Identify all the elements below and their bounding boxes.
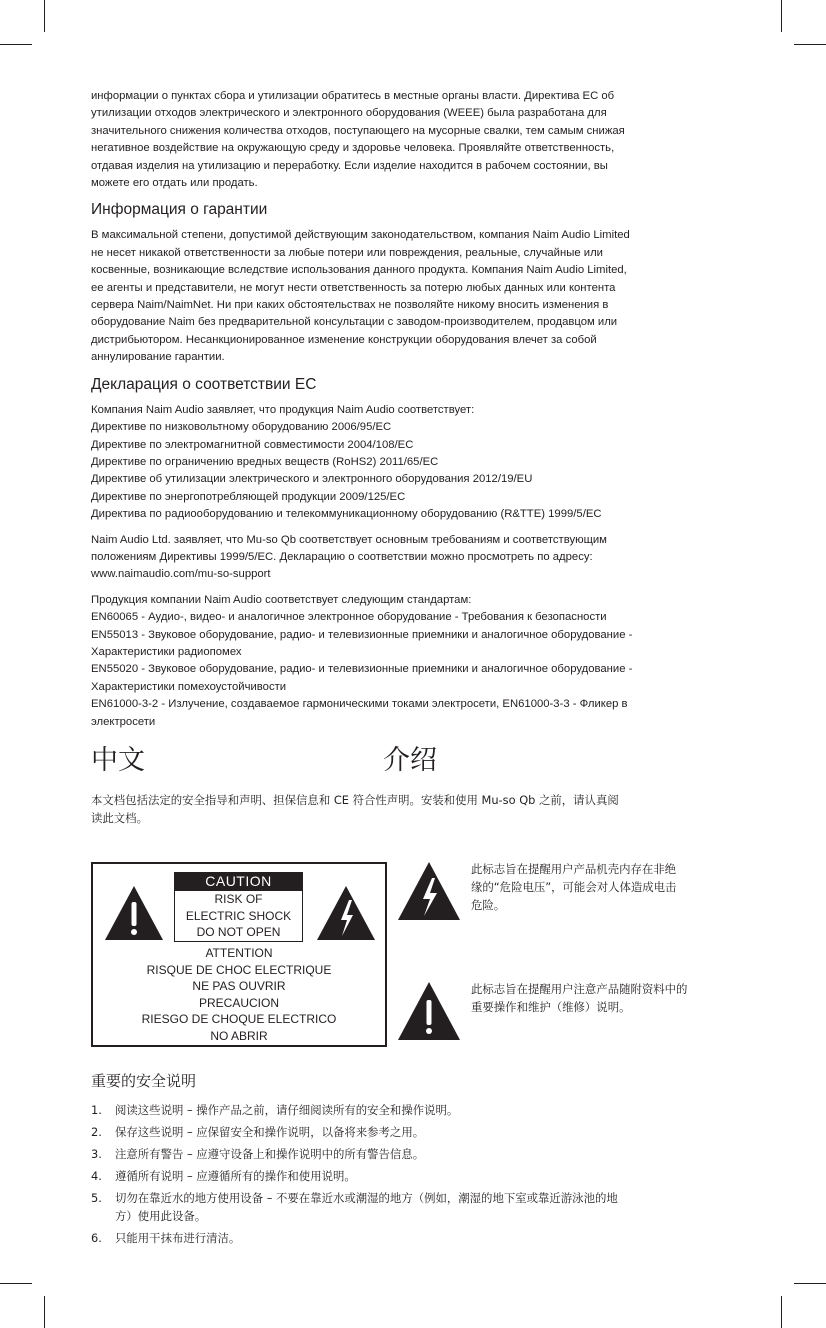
chinese-title-right: 介绍	[383, 745, 437, 776]
text-line: EN61000-3-2 - Излучение, создаваемое гармоническими токами электросети, EN61000-3-3 - Фликер в	[91, 698, 628, 711]
text-line: Директиве по энергопотребляющей продукции 2009/125/EC	[91, 490, 406, 503]
text-line: ATTENTION	[205, 946, 273, 960]
voltage-explanation	[471, 860, 676, 914]
text-line: 危险。	[471, 898, 506, 912]
text-line: негативное воздействие на окружающую среду и здоровье человека. Проявляйте ответственность,	[91, 142, 615, 155]
text-line: 注意所有警告 – 应遵守设备上和操作说明中的所有警告信息。	[115, 1147, 425, 1161]
crop-mark	[0, 44, 32, 45]
safety-instructions	[91, 1070, 741, 1251]
text-line: Характеристики помехоустойчивости	[91, 680, 287, 693]
crop-mark	[44, 0, 45, 32]
lightning-triangle-icon	[315, 884, 377, 942]
attention-explanation	[471, 980, 687, 1016]
crop-mark	[781, 1296, 782, 1328]
text-line: оборудование Naim без предварительной консультации с заводом-производителем, продавцом или	[91, 316, 618, 329]
text-line: Продукция компании Naim Audio соответствует следующим стандартам:	[91, 593, 472, 606]
text-line: Характеристики радиопомех	[91, 645, 242, 658]
text-line: сервера Naim/NaimNet. Ни при каких обстоятельствах не позволяйте никому вносить изменения в	[91, 299, 609, 312]
declaration-heading: Декларация о соответствии ЕС	[91, 375, 317, 393]
text-line: DO NOT OPEN	[196, 925, 281, 939]
text-line: дистрибьютором. Несанкционированное изменение конструкции оборудования влечет за собой	[91, 333, 597, 346]
text-line: Директива по радиооборудованию и телекоммуникационному оборудованию (R&TTE) 1999/5/EC	[91, 508, 602, 521]
text-line: EN55020 - Звуковое оборудование, радио- и телевизионные приемники и аналогичное оборудование -	[91, 663, 633, 676]
text-line: значительного снижения количества отходов, поступающего на мусорные свалки, тем самым снижая	[91, 124, 625, 137]
warranty-heading: Информация о гарантии	[91, 201, 268, 219]
text-line: информации о пунктах сбора и утилизации обратитесь в местные органы власти. Директива ЕС об	[91, 90, 615, 102]
text-line: 切勿在靠近水的地方使用设备 – 不要在靠近水或潮湿的地方（例如，潮湿的地下室或靠近游泳池的地	[115, 1191, 618, 1205]
safety-heading: 重要的安全说明	[91, 1072, 197, 1090]
warranty-paragraph	[91, 227, 741, 366]
list-item	[91, 1123, 741, 1141]
text-line: электросети	[91, 715, 156, 728]
attention-text	[93, 945, 385, 1044]
crop-mark	[44, 1296, 45, 1328]
text-line: Naim Audio Ltd. заявляет, что Mu-so Qb соответствует основным требованиям и соответствующим	[91, 533, 607, 546]
text-line: аннулирование гарантии.	[91, 351, 225, 364]
text-line: ELECTRIC SHOCK	[185, 908, 292, 923]
safety-list	[91, 1101, 741, 1247]
text-line: 此标志旨在提醒用户产品机壳内存在非绝	[471, 862, 677, 876]
text-line: Директиве по электромагнитной совместимости 2004/108/EC	[91, 438, 414, 451]
caution-banner: CAUTION	[174, 872, 303, 890]
text-line: утилизации отходов электрического и электронного оборудования (WEEE) была разработана для	[91, 107, 607, 120]
chinese-title-left: 中文	[91, 745, 145, 776]
text-line: NE PAS OUVRIR	[192, 979, 286, 993]
text-line: В максимальной степени, допустимой действующим законодательством, компания Naim Audio Limited	[91, 229, 630, 242]
list-item	[91, 1167, 741, 1185]
standards-list	[91, 592, 741, 731]
list-item	[91, 1145, 741, 1163]
text-line: 本文档包括法定的安全指导和声明、担保信息和 CE 符合性声明。安装和使用 Mu-so Qb 之前，请认真阅	[91, 793, 619, 807]
support-url: www.naimaudio.com/mu-so-support	[91, 568, 271, 581]
chinese-intro	[91, 791, 741, 827]
text-line: 重要操作和维护（维修）说明。	[471, 1000, 631, 1014]
list-item	[91, 1189, 741, 1225]
exclamation-triangle-icon	[103, 884, 165, 942]
directives-list	[91, 402, 741, 524]
text-line: RISK OF	[214, 892, 263, 906]
item-number: 2.	[91, 1125, 102, 1139]
text-line: EN60065 - Аудио-, видео- и аналогичное электронное оборудование - Требования к безопасности	[91, 611, 607, 624]
crop-mark	[781, 0, 782, 32]
crop-mark	[794, 44, 826, 45]
text-line: NO ABRIR	[210, 1028, 268, 1043]
text-line: RISQUE DE CHOC ELECTRIQUE	[146, 962, 332, 977]
caution-label	[91, 862, 387, 1047]
text-line: 阅读这些说明 – 操作产品之前，请仔细阅读所有的安全和操作说明。	[115, 1103, 459, 1117]
dangerous-voltage-icon	[396, 860, 462, 922]
item-number: 4.	[91, 1169, 102, 1183]
text-line: 只能用干抹布进行清洁。	[115, 1231, 241, 1245]
exclamation-warning-icon	[396, 980, 462, 1042]
text-line: PRECAUCION	[198, 995, 279, 1010]
crop-mark	[794, 1283, 826, 1284]
item-number: 6.	[91, 1231, 102, 1245]
text-line: отдавая изделия на утилизацию и переработку. Если изделие находится в рабочем состоянии, вы	[91, 159, 608, 172]
text-line: RIESGO DE CHOQUE ELECTRICO	[141, 1012, 337, 1026]
weee-paragraph	[91, 88, 741, 192]
page-content	[91, 88, 741, 827]
list-item	[91, 1229, 741, 1247]
chinese-title	[91, 741, 741, 787]
text-line: положениям Директивы 1999/5/EC. Декларацию о соответствии можно просмотреть по адресу:	[91, 550, 593, 563]
crop-mark	[0, 1283, 32, 1284]
item-number: 3.	[91, 1147, 102, 1161]
text-line: Компания Naim Audio заявляет, что продукция Naim Audio соответствует:	[91, 403, 475, 416]
text-line: 读此文档。	[91, 811, 148, 825]
text-line: 缘的“危险电压”，可能会对人体造成电击	[471, 880, 677, 894]
text-line: 方）使用此设备。	[115, 1209, 207, 1223]
text-line: можете его отдать или продать.	[91, 177, 258, 190]
text-line: не несет никакой ответственности за любые потери или повреждения, реальные, случайные или	[91, 246, 603, 259]
text-line: Директиве по низковольтному оборудованию 2006/95/EC	[91, 421, 392, 434]
item-number: 1.	[91, 1103, 102, 1117]
text-line: 此标志旨在提醒用户注意产品随附资料中的	[471, 982, 688, 996]
text-line: EN55013 - Звуковое оборудование, радио- и телевизионные приемники и аналогичное оборудование -	[91, 628, 633, 641]
conformity-statement	[91, 532, 741, 584]
text-line: ее агенты и представители, не могут нести ответственность за потерю любых данных или контента	[91, 281, 616, 294]
risk-of-shock-box	[174, 890, 303, 942]
list-item	[91, 1101, 741, 1119]
text-line: 遵循所有说明 – 应遵循所有的操作和使用说明。	[115, 1169, 356, 1183]
text-line: 保存这些说明 – 应保留安全和操作说明，以备将来参考之用。	[115, 1125, 425, 1139]
text-line: Директиве по ограничению вредных веществ (RoHS2) 2011/65/EC	[91, 455, 439, 468]
text-line: Директиве об утилизации электрического и электронного оборудования 2012/19/EU	[91, 473, 533, 486]
item-number: 5.	[91, 1191, 102, 1205]
text-line: косвенные, возникающие вследствие использования данного продукта. Компания Naim Audio Limited,	[91, 264, 627, 277]
